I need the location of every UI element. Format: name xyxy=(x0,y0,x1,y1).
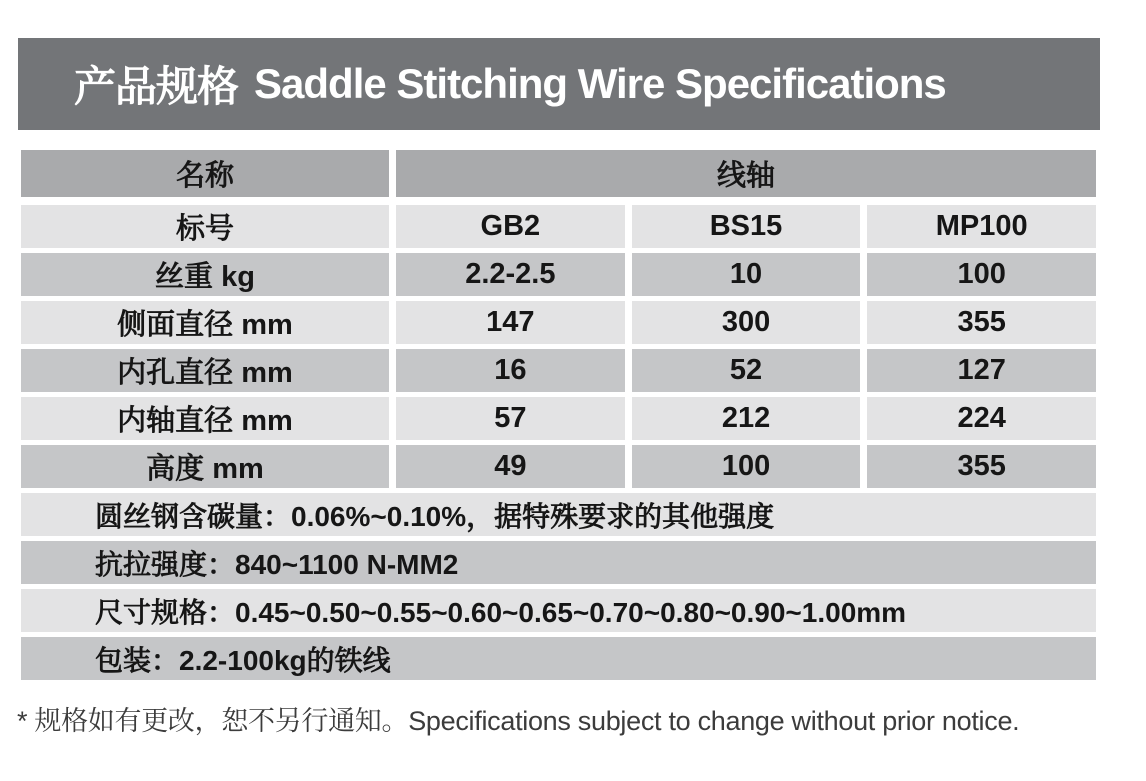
value-cell: 52 xyxy=(632,349,861,392)
model-row-label: 标号 xyxy=(21,205,389,248)
table-header-row xyxy=(21,150,1096,197)
note-text: 抗拉强度：840~1100 N-MM2 xyxy=(21,541,1096,584)
model-mp100-cell: MP100 xyxy=(867,205,1096,248)
note-row-size-range xyxy=(21,589,1096,632)
footer-disclaimer: * 规格如有更改，恕不另行通知。Specifications subject to change without prior notice. xyxy=(17,706,1020,736)
page-title-chinese: 产品规格 xyxy=(74,63,239,110)
note-row-tensile-strength xyxy=(21,541,1096,584)
value-cell: 212 xyxy=(632,397,861,440)
value-cell: 57 xyxy=(396,397,625,440)
table-row-wire-weight xyxy=(21,253,1096,296)
note-text: 尺寸规格：0.45~0.50~0.55~0.60~0.65~0.70~0.80~0.90~1.00mm xyxy=(21,589,1096,632)
row-label: 内轴直径 mm xyxy=(21,397,389,440)
value-cell: 147 xyxy=(396,301,625,344)
value-cell: 355 xyxy=(867,301,1096,344)
table-row-height xyxy=(21,445,1096,488)
row-label: 侧面直径 mm xyxy=(21,301,389,344)
value-cell: 16 xyxy=(396,349,625,392)
row-label: 内孔直径 mm xyxy=(21,349,389,392)
table-row-inner-shaft-diameter xyxy=(21,397,1096,440)
value-cell: 355 xyxy=(867,445,1096,488)
model-gb2-cell: GB2 xyxy=(396,205,625,248)
value-cell: 300 xyxy=(632,301,861,344)
spec-table xyxy=(21,150,1096,680)
note-text: 圆丝钢含碳量：0.06%~0.10%，据特殊要求的其他强度 xyxy=(21,493,1096,536)
page-title-banner xyxy=(18,38,1100,130)
value-cell: 224 xyxy=(867,397,1096,440)
row-label: 丝重 kg xyxy=(21,253,389,296)
page-title-english: Saddle Stitching Wire Specifications xyxy=(254,60,946,107)
table-row-inner-hole-diameter xyxy=(21,349,1096,392)
header-group-cell: 线轴 xyxy=(396,150,1096,197)
note-row-carbon-content xyxy=(21,493,1096,536)
header-name-cell: 名称 xyxy=(21,150,389,197)
table-row-side-diameter xyxy=(21,301,1096,344)
model-row xyxy=(21,205,1096,248)
row-label: 高度 mm xyxy=(21,445,389,488)
note-text: 包装：2.2-100kg的铁线 xyxy=(21,637,1096,680)
value-cell: 100 xyxy=(632,445,861,488)
value-cell: 10 xyxy=(632,253,861,296)
note-row-packing xyxy=(21,637,1096,680)
value-cell: 127 xyxy=(867,349,1096,392)
value-cell: 49 xyxy=(396,445,625,488)
model-bs15-cell: BS15 xyxy=(632,205,861,248)
value-cell: 100 xyxy=(867,253,1096,296)
value-cell: 2.2-2.5 xyxy=(396,253,625,296)
